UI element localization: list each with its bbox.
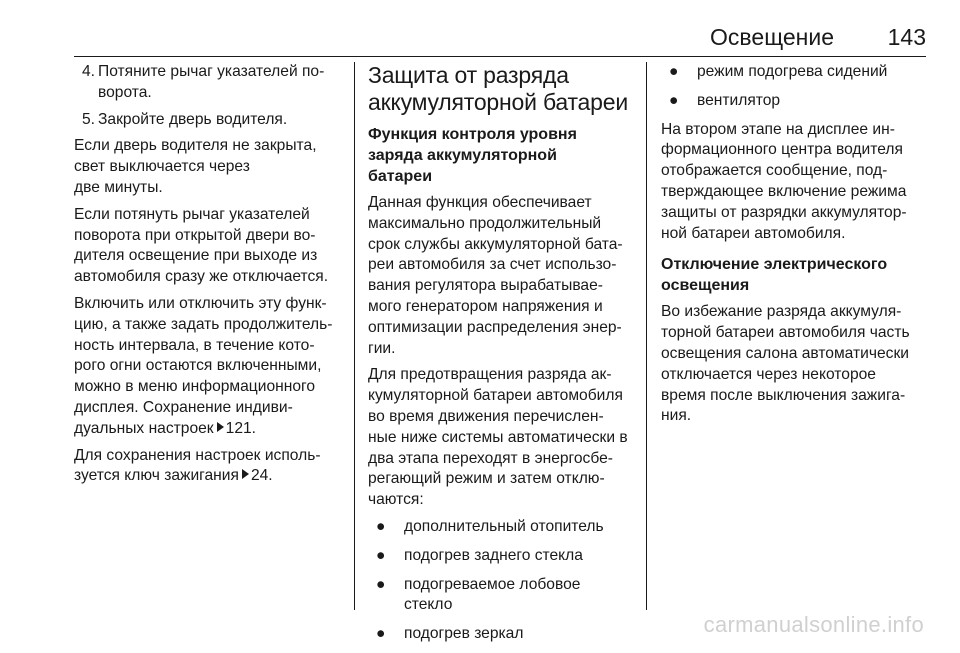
list-item xyxy=(661,91,926,112)
step-number: 4. xyxy=(82,63,96,80)
column-left xyxy=(74,62,344,493)
step-4 xyxy=(74,62,344,104)
page-reference[interactable]: 121. xyxy=(225,419,256,437)
paragraph-ignition-key-body: Для сохранения настроек исполь- xyxy=(74,446,321,464)
step-4-text: Потяните рычаг указателей по- ворота. xyxy=(98,63,325,101)
list-item xyxy=(368,517,633,538)
column-middle xyxy=(368,62,633,653)
subsection-heading: Функция контроля уровня заряда аккумуляторной батареи xyxy=(368,126,577,185)
bullet-icon: ● xyxy=(669,63,679,80)
column-divider-right xyxy=(646,62,647,610)
paragraph-ignition-key-end: зуется ключ зажигания xyxy=(74,467,239,485)
page-reference[interactable]: 24. xyxy=(250,467,273,485)
paragraph-settings-body: Включить или отключить эту функ- цию, а также задать продолжитель- ность интервала, в течение кото- рого огни остаются включенными, можно в меню информационного дисплея. Сохранение индиви- xyxy=(74,294,333,416)
paragraph-settings-end: дуальных настроек xyxy=(74,419,214,437)
paragraph-second-stage: На втором этапе на дисплее ин- формационного центра водителя отображается сообщение, под- тверждающее включение режима защиты от разрядки аккумулятор- ной батареи автомобиля. xyxy=(661,120,907,242)
bullet-list xyxy=(368,517,633,645)
page-header xyxy=(74,24,926,57)
bullet-icon: ● xyxy=(376,517,386,535)
step-number: 5. xyxy=(82,110,96,128)
bullet-icon: ● xyxy=(376,546,386,564)
list-item xyxy=(368,546,633,567)
list-item-text: дополнительный отопитель xyxy=(404,517,604,535)
watermark: carmanualsonline.info xyxy=(703,612,924,637)
paragraph-exit-lighting: Если потянуть рычаг указателей поворота при открытой двери во- дителя освещение при выходе из автомобиля сразу же отключается. xyxy=(74,205,329,286)
bullet-icon: ● xyxy=(669,91,679,109)
column-right xyxy=(661,62,926,433)
paragraph-settings xyxy=(74,294,344,440)
bullet-icon: ● xyxy=(376,625,386,643)
reference-arrow-icon xyxy=(242,469,249,479)
subsection-heading: Отключение электрического освещения xyxy=(661,256,888,295)
list-item xyxy=(661,62,926,83)
list-item-text: подогрев зеркал xyxy=(404,625,524,643)
list-item-text: подогрев заднего стекла xyxy=(404,546,583,564)
list-item-text: вентилятор xyxy=(697,91,781,109)
paragraph-ignition-key xyxy=(74,446,344,488)
list-item-text: режим подогрева сидений xyxy=(697,63,888,80)
list-item xyxy=(368,575,633,617)
step-5 xyxy=(74,110,344,131)
column-divider-left xyxy=(354,62,355,610)
section-heading: Защита от разряда аккумуляторной батареи xyxy=(368,62,628,115)
section-title: Освещение xyxy=(710,24,834,50)
paragraph-door-open: Если дверь водителя не закрыта, свет выключается через две минуты. xyxy=(74,137,317,196)
paragraph-power-saving: Для предотвращения разряда ак- кумуляторной батареи автомобиля во время движения перечислен- ные ниже системы автоматически в два этапа переходят в энергосбе- регающий режим и затем отклю- чаются: xyxy=(368,366,628,509)
page-number: 143 xyxy=(887,24,926,50)
reference-arrow-icon xyxy=(217,422,224,432)
paragraph-battery-function: Данная функция обеспечивает максимально продолжительный срок службы аккумуляторной бата- реи автомобиля за счет использо- вания регулятора вырабатывае- мого генератором напряжения и оптимизации распределения энер- гии. xyxy=(368,194,623,357)
bullet-list xyxy=(661,62,926,112)
paragraph-lighting-off: Во избежание разряда аккумуля- торной батареи автомобиля часть освещения салона автоматически отключается через некоторое время после выключения зажига- ния. xyxy=(661,303,910,425)
list-item-text: подогреваемое лобовое стекло xyxy=(404,575,581,614)
step-5-text: Закройте дверь водителя. xyxy=(98,110,288,128)
bullet-icon: ● xyxy=(376,575,386,593)
